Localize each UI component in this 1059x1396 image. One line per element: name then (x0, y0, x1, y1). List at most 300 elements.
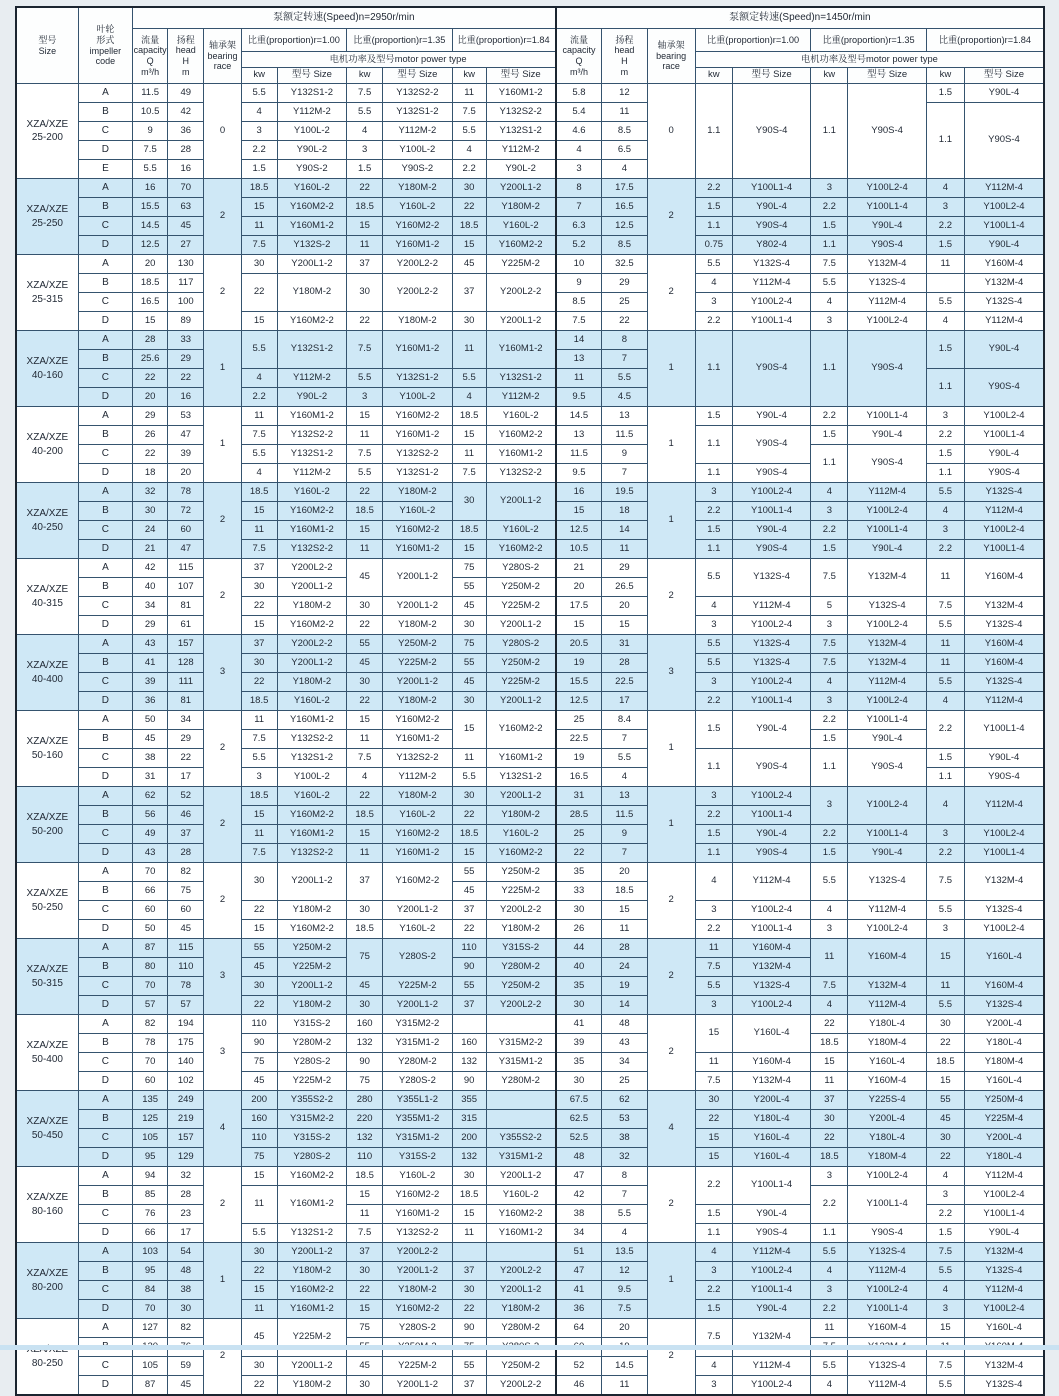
spec-row (16, 179, 1044, 198)
value-cell: 30 (926, 1129, 964, 1148)
spec-row (16, 1357, 1044, 1376)
value-cell: 15 (347, 825, 383, 844)
value-cell: 37 (452, 274, 486, 312)
value-cell: Y112M-4 (848, 1376, 926, 1396)
value-cell: Y90L-2 (486, 160, 555, 179)
value-cell: Y100L1-4 (964, 711, 1044, 749)
value-cell: Y132S-4 (964, 483, 1044, 502)
value-cell: Y100L2-4 (848, 787, 926, 825)
value-cell: 45 (452, 597, 486, 616)
value-cell: Y132S-4 (732, 255, 810, 274)
value-cell: 4 (602, 768, 647, 787)
spec-row (16, 635, 1044, 654)
size-header: 型号 Size (732, 68, 810, 84)
value-cell: Y132S1-2 (277, 331, 346, 369)
value-cell: 30 (452, 787, 486, 806)
value-cell: 17 (168, 768, 204, 787)
value-cell: Y160M1-2 (277, 825, 346, 844)
value-cell: 40 (133, 578, 168, 597)
value-cell: Y180L-4 (964, 1034, 1044, 1053)
value-cell: Y100L2-4 (964, 1300, 1044, 1319)
value-cell: 26 (133, 426, 168, 445)
value-cell: 30 (452, 483, 486, 521)
value-cell: Y100L1-4 (848, 825, 926, 844)
value-cell: 11 (241, 407, 277, 426)
value-cell: 3 (695, 616, 732, 635)
value-cell: 16.5 (602, 198, 647, 217)
value-cell: Y160M-4 (964, 559, 1044, 597)
value-cell: 34 (168, 711, 204, 730)
value-cell: 2.2 (811, 1300, 848, 1319)
value-cell: 7.5 (241, 844, 277, 863)
value-cell: 66 (133, 1224, 168, 1243)
value-cell: 82 (133, 1015, 168, 1034)
value-cell: 22 (241, 597, 277, 616)
value-cell: 3 (695, 483, 732, 502)
value-cell: 84 (133, 1281, 168, 1300)
value-cell: 18.5 (452, 1186, 486, 1205)
value-cell: 41 (133, 654, 168, 673)
value-cell: 2.2 (926, 426, 964, 445)
value-cell: Y100L1-4 (732, 1167, 810, 1205)
value-cell: 3 (811, 502, 848, 521)
value-cell: 30 (811, 1110, 848, 1129)
value-cell: 60 (133, 1072, 168, 1091)
value-cell: 63 (168, 198, 204, 217)
value-cell: 51 (556, 1243, 602, 1262)
value-cell: Y90S-4 (732, 426, 810, 464)
value-cell: 5.5 (347, 464, 383, 483)
value-cell: 1.5 (695, 198, 732, 217)
spec-row (16, 1034, 1044, 1053)
value-cell: 132 (452, 1148, 486, 1167)
value-cell: 30 (452, 179, 486, 198)
value-cell: 4 (811, 483, 848, 502)
value-cell: 2.2 (811, 825, 848, 844)
value-cell: 15 (241, 1167, 277, 1186)
value-cell: 5.5 (926, 1376, 964, 1396)
value-cell: Y200L2-2 (486, 901, 555, 920)
value-cell: 11 (602, 1376, 647, 1396)
col-header-impeller (78, 7, 132, 84)
value-cell: Y280M-2 (486, 958, 555, 977)
value-cell: 2.2 (926, 1205, 964, 1224)
model-cell: XZA/XZE 40-250 (16, 483, 78, 559)
value-cell: 110 (452, 939, 486, 958)
spec-row (16, 1243, 1044, 1262)
value-cell: Y100L2-4 (964, 407, 1044, 426)
value-cell: Y112M-4 (732, 863, 810, 901)
spec-row (16, 1072, 1044, 1091)
value-cell: Y100L2-4 (848, 616, 926, 635)
value-cell: Y112M-2 (383, 122, 452, 141)
impeller-code-cell: C (78, 369, 132, 388)
head-header-unit: m (182, 66, 190, 77)
impeller-code-cell: D (78, 692, 132, 711)
value-cell: 42 (133, 559, 168, 578)
value-cell: 15 (347, 1186, 383, 1205)
value-cell: 7 (602, 730, 647, 749)
value-cell: 8.5 (602, 122, 647, 141)
impeller-code-cell: D (78, 1148, 132, 1167)
value-cell: 28 (168, 1186, 204, 1205)
value-cell: Y100L1-4 (732, 312, 810, 331)
value-cell: 11 (241, 825, 277, 844)
value-cell: Y90S-4 (964, 768, 1044, 787)
value-cell: 5.5 (602, 749, 647, 768)
value-cell: 32 (602, 1148, 647, 1167)
value-cell: 5.5 (811, 1357, 848, 1376)
value-cell: 1 (204, 407, 241, 483)
value-cell: 70 (133, 1300, 168, 1319)
value-cell (452, 1243, 486, 1262)
value-cell: Y100L1-4 (964, 426, 1044, 445)
value-cell: 45 (452, 673, 486, 692)
value-cell: Y160M2-2 (383, 825, 452, 844)
value-cell: 18.5 (241, 692, 277, 711)
value-cell: 2.2 (241, 388, 277, 407)
value-cell: Y160M2-2 (486, 236, 555, 255)
value-cell: Y160L-4 (732, 1015, 810, 1053)
value-cell: 8.4 (602, 711, 647, 730)
spec-row (16, 559, 1044, 578)
value-cell: 75 (347, 1319, 383, 1338)
impeller-code-cell: D (78, 464, 132, 483)
value-cell: 1 (204, 1243, 241, 1319)
value-cell: Y90S-4 (848, 445, 926, 483)
value-cell: 5.5 (452, 122, 486, 141)
value-cell: 3 (241, 768, 277, 787)
value-cell: Y160L-4 (964, 1319, 1044, 1338)
value-cell: 9 (133, 122, 168, 141)
value-cell: Y180M-2 (277, 996, 346, 1015)
impeller-code-cell: B (78, 1262, 132, 1281)
value-cell: Y90S-4 (848, 1224, 926, 1243)
value-cell: 30 (347, 274, 383, 312)
spec-row (16, 711, 1044, 730)
impeller-code-cell: A (78, 407, 132, 426)
value-cell: 30 (241, 863, 277, 901)
value-cell: Y132S2-2 (277, 844, 346, 863)
value-cell: 12.5 (556, 692, 602, 711)
value-cell: 1 (647, 787, 695, 863)
value-cell (486, 1015, 555, 1034)
value-cell: 7.5 (347, 84, 383, 103)
value-cell: 10.5 (556, 540, 602, 559)
value-cell: Y112M-4 (964, 787, 1044, 825)
value-cell: 3 (811, 1167, 848, 1186)
value-cell: Y160L-4 (848, 1053, 926, 1072)
value-cell: Y160M2-2 (383, 217, 452, 236)
value-cell: 4.5 (602, 388, 647, 407)
value-cell: 42 (168, 103, 204, 122)
value-cell: 30 (241, 255, 277, 274)
value-cell: 135 (133, 1091, 168, 1110)
value-cell: 2.2 (695, 1167, 732, 1205)
value-cell: 125 (133, 1110, 168, 1129)
value-cell: 127 (133, 1319, 168, 1338)
value-cell: 7.5 (241, 730, 277, 749)
value-cell: Y280M-2 (383, 1053, 452, 1072)
value-cell: 5.5 (926, 616, 964, 635)
value-cell: 4 (695, 597, 732, 616)
model-header-en: Size (38, 45, 57, 56)
value-cell: Y132S-4 (848, 1243, 926, 1262)
spec-row (16, 1376, 1044, 1396)
value-cell: 7.5 (556, 312, 602, 331)
value-cell: 5.5 (133, 160, 168, 179)
value-cell: 11 (811, 1072, 848, 1091)
value-cell: Y90L-4 (732, 825, 810, 844)
value-cell: 20 (556, 578, 602, 597)
value-cell: Y180M-2 (277, 1376, 346, 1396)
value-cell: 42 (556, 1186, 602, 1205)
impeller-code-cell: A (78, 711, 132, 730)
value-cell: 160 (347, 1015, 383, 1034)
value-cell: 30 (347, 901, 383, 920)
value-cell: 200 (452, 1129, 486, 1148)
value-cell: Y132S1-2 (277, 749, 346, 768)
value-cell: Y132S2-2 (277, 426, 346, 445)
value-cell: Y160M2-2 (486, 426, 555, 445)
value-cell: 30 (241, 654, 277, 673)
value-cell: 22 (241, 274, 277, 312)
value-cell: 45 (347, 654, 383, 673)
value-cell: Y90L-4 (964, 84, 1044, 103)
value-cell: Y180M-2 (383, 616, 452, 635)
value-cell: 18.5 (452, 825, 486, 844)
value-cell: 38 (602, 1129, 647, 1148)
value-cell: 22 (347, 179, 383, 198)
value-cell: 4 (602, 1224, 647, 1243)
impeller-code-cell: A (78, 483, 132, 502)
value-cell: Y90S-4 (848, 749, 926, 787)
value-cell: Y160L-2 (486, 1186, 555, 1205)
value-cell: Y132M-4 (964, 274, 1044, 293)
value-cell: 31 (556, 787, 602, 806)
value-cell: Y280S-2 (486, 635, 555, 654)
value-cell: 75 (241, 1148, 277, 1167)
value-cell: 18.5 (241, 483, 277, 502)
value-cell: 76 (133, 1205, 168, 1224)
value-cell: 70 (133, 977, 168, 996)
impeller-code-cell: B (78, 1110, 132, 1129)
value-cell: 18.5 (347, 920, 383, 939)
value-cell: 39 (133, 673, 168, 692)
value-cell: 12 (602, 84, 647, 103)
value-cell: Y90S-4 (848, 236, 926, 255)
value-cell: 7.5 (602, 1300, 647, 1319)
value-cell: Y225M-2 (486, 255, 555, 274)
value-cell: 22 (241, 673, 277, 692)
value-cell: 2.2 (695, 920, 732, 939)
value-cell: 2.2 (811, 521, 848, 540)
value-cell: Y90S-4 (732, 217, 810, 236)
value-cell: 4 (695, 1243, 732, 1262)
value-cell: 4 (347, 122, 383, 141)
value-cell: 52 (168, 787, 204, 806)
value-cell: Y132S-4 (964, 1376, 1044, 1396)
value-cell: Y132S-4 (964, 673, 1044, 692)
spec-row (16, 1148, 1044, 1167)
value-cell: 103 (133, 1243, 168, 1262)
value-cell: Y160L-2 (383, 502, 452, 521)
spec-row (16, 217, 1044, 236)
value-cell: 82 (168, 863, 204, 882)
value-cell: 1.1 (926, 464, 964, 483)
model-header-zh: 型号 (38, 34, 57, 45)
value-cell: 18 (602, 502, 647, 521)
value-cell: 3 (695, 293, 732, 312)
value-cell: Y160M1-2 (486, 84, 555, 103)
value-cell: Y280S-2 (486, 559, 555, 578)
value-cell: Y180M-2 (277, 597, 346, 616)
value-cell: Y160M2-2 (277, 806, 346, 825)
value-cell: 2 (647, 1167, 695, 1243)
impeller-code-cell: C (78, 977, 132, 996)
model-cell: XZA/XZE 80-160 (16, 1167, 78, 1243)
value-cell: Y100L2-4 (848, 179, 926, 198)
spec-row (16, 1262, 1044, 1281)
value-cell: 5.5 (695, 977, 732, 996)
motor-power-header-2950: 电机功率及型号motor power type (241, 52, 556, 68)
model-cell: XZA/XZE 50-200 (16, 787, 78, 863)
value-cell: Y100L1-4 (848, 711, 926, 730)
value-cell: 34 (133, 597, 168, 616)
spec-row (16, 445, 1044, 464)
value-cell: 22 (452, 920, 486, 939)
value-cell: 1.5 (695, 407, 732, 426)
value-cell: 7 (602, 844, 647, 863)
value-cell: Y200L1-2 (277, 1357, 346, 1376)
value-cell: Y160M-4 (732, 1053, 810, 1072)
value-cell: 47 (556, 1262, 602, 1281)
spec-row (16, 1224, 1044, 1243)
value-cell: 43 (133, 844, 168, 863)
value-cell: Y90S-4 (848, 331, 926, 407)
impeller-code-cell: D (78, 844, 132, 863)
value-cell: 22 (347, 787, 383, 806)
proportion-header-100-2950: 比重(proportion)r=1.00 (241, 29, 347, 52)
value-cell: 117 (168, 274, 204, 293)
value-cell: 22 (926, 1034, 964, 1053)
value-cell: 4 (811, 1376, 848, 1396)
value-cell (486, 1110, 555, 1129)
value-cell: 1 (647, 407, 695, 483)
value-cell: 2 (204, 559, 241, 635)
value-cell: Y112M-4 (848, 673, 926, 692)
value-cell: 52 (556, 1357, 602, 1376)
value-cell: 110 (347, 1148, 383, 1167)
value-cell: Y355M1-2 (383, 1110, 452, 1129)
value-cell: 15 (602, 616, 647, 635)
value-cell: 47 (168, 426, 204, 445)
impeller-code-cell: E (78, 160, 132, 179)
value-cell: 31 (602, 635, 647, 654)
impeller-code-cell: C (78, 749, 132, 768)
value-cell: 12.5 (133, 236, 168, 255)
value-cell: 11 (452, 445, 486, 464)
value-cell: Y225M-2 (277, 958, 346, 977)
spec-row (16, 673, 1044, 692)
model-cell: XZA/XZE 25-250 (16, 179, 78, 255)
value-cell: 45 (168, 217, 204, 236)
value-cell: 3 (811, 312, 848, 331)
value-cell: 22 (811, 1129, 848, 1148)
value-cell: 81 (168, 597, 204, 616)
value-cell: 32 (168, 1167, 204, 1186)
value-cell: Y100L1-4 (732, 502, 810, 521)
spec-row (16, 996, 1044, 1015)
value-cell: 52.5 (556, 1129, 602, 1148)
value-cell: 11 (926, 635, 964, 654)
header-row-speed (16, 7, 1044, 29)
value-cell: Y112M-2 (277, 369, 346, 388)
value-cell: 48 (556, 1148, 602, 1167)
value-cell: 2 (647, 255, 695, 331)
value-cell: 55 (452, 578, 486, 597)
value-cell: 18.5 (241, 787, 277, 806)
value-cell: 48 (602, 1015, 647, 1034)
kw-header: kw (926, 68, 964, 84)
value-cell: 3 (647, 635, 695, 711)
value-cell: 40 (556, 958, 602, 977)
value-cell: 30 (241, 1357, 277, 1376)
value-cell: 18.5 (452, 521, 486, 540)
value-cell: Y90S-4 (964, 464, 1044, 483)
value-cell: 4 (926, 312, 964, 331)
size-header: 型号 Size (277, 68, 346, 84)
value-cell: 1.1 (926, 369, 964, 407)
value-cell: Y200L1-2 (277, 578, 346, 597)
value-cell: Y180M-4 (964, 1053, 1044, 1072)
value-cell: Y100L2-4 (732, 901, 810, 920)
size-header: 型号 Size (486, 68, 555, 84)
value-cell: 5.8 (556, 84, 602, 103)
value-cell: 2.2 (811, 1186, 848, 1224)
pump-spec-table (15, 6, 1045, 1396)
value-cell: 5.5 (452, 369, 486, 388)
value-cell: Y225M-2 (486, 673, 555, 692)
value-cell: Y160M2-2 (277, 1281, 346, 1300)
value-cell: 75 (452, 559, 486, 578)
value-cell: Y132M-4 (848, 635, 926, 654)
value-cell: 14.5 (602, 1357, 647, 1376)
value-cell: 11 (695, 1053, 732, 1072)
value-cell: 15 (926, 1319, 964, 1338)
value-cell: 82 (168, 1319, 204, 1338)
value-cell: Y160M1-2 (277, 521, 346, 540)
value-cell: 50 (133, 711, 168, 730)
proportion-header-135-1450: 比重(proportion)r=1.35 (811, 29, 927, 52)
spec-row (16, 426, 1044, 445)
value-cell: Y160L-2 (277, 692, 346, 711)
value-cell: 315 (452, 1110, 486, 1129)
impeller-code-cell: D (78, 768, 132, 787)
value-cell: 160 (241, 1110, 277, 1129)
value-cell: 45 (168, 920, 204, 939)
value-cell: 194 (168, 1015, 204, 1034)
value-cell: 4 (926, 1281, 964, 1300)
value-cell: Y160L-2 (383, 806, 452, 825)
value-cell: 7.5 (926, 1357, 964, 1376)
value-cell: 2.2 (926, 844, 964, 863)
value-cell: Y200L1-2 (383, 996, 452, 1015)
value-cell: 9 (602, 445, 647, 464)
value-cell: 3 (695, 1376, 732, 1396)
spec-row (16, 483, 1044, 502)
value-cell: 3 (926, 407, 964, 426)
